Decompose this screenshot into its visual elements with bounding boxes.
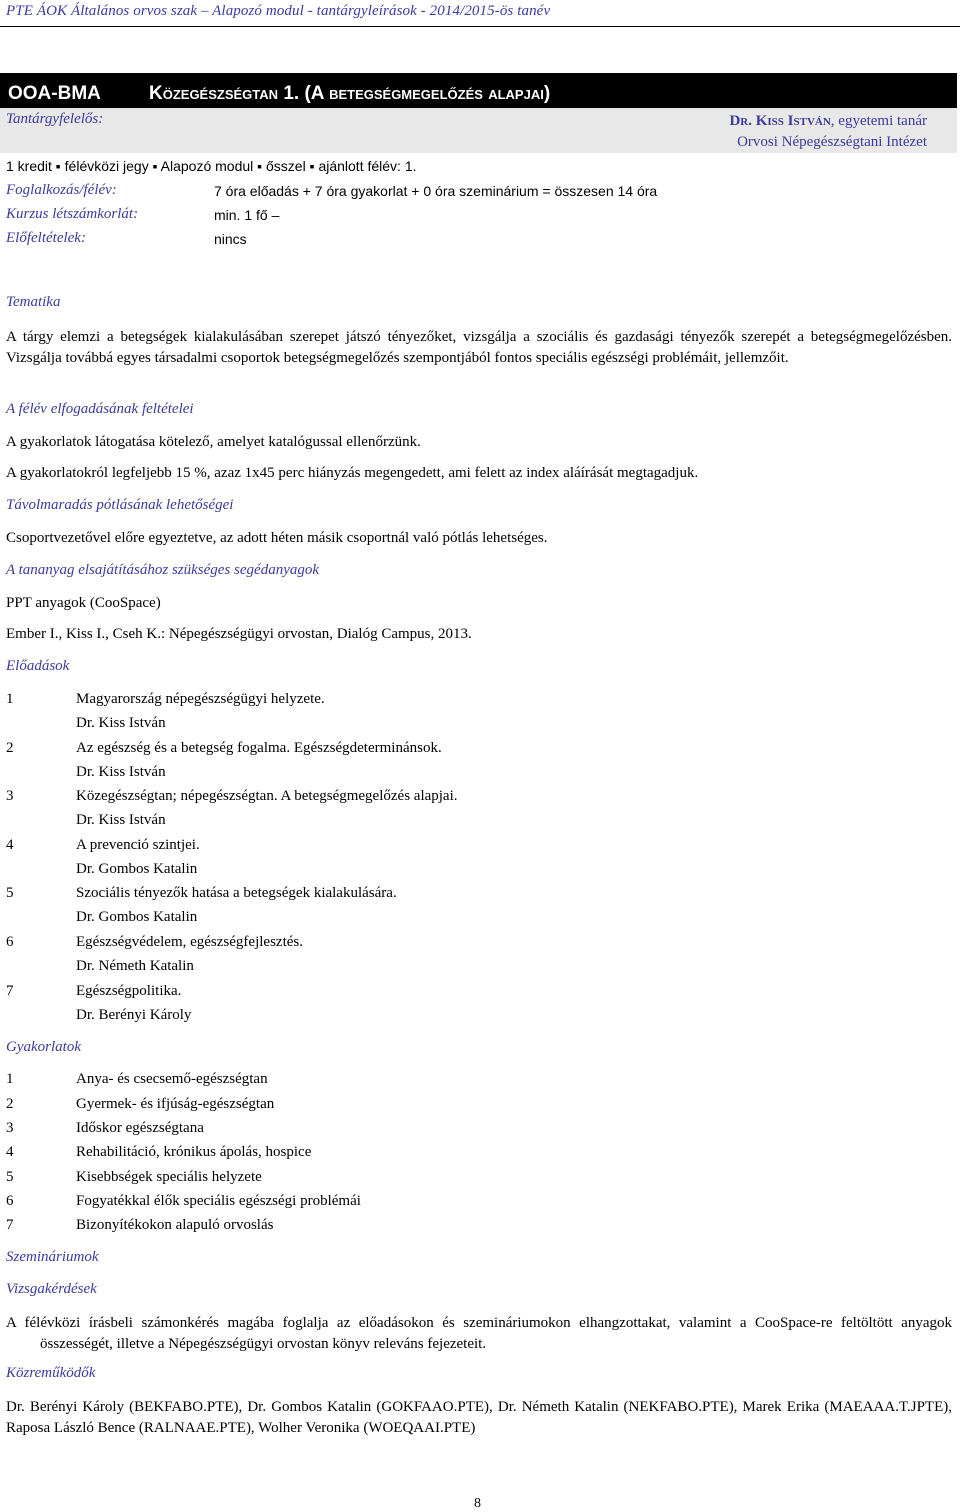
section-heading-tavolmaradas: Távolmaradás pótlásának lehetőségei — [6, 497, 234, 513]
practical-number: 4 — [6, 1144, 14, 1160]
course-summary: 1 kredit ▪ félévközi jegy ▪ Alapozó modul ▪ ősszel ▪ ajánlott félév: 1. — [6, 158, 417, 174]
course-title-bar — [0, 73, 957, 108]
lecture-number: 4 — [6, 837, 14, 853]
lecture-number: 5 — [6, 885, 14, 901]
lecture-lecturer: Dr. Németh Katalin — [76, 958, 194, 974]
practical-number: 2 — [6, 1096, 14, 1112]
section-heading-kozremukodok: Közreműködők — [6, 1365, 96, 1381]
course-title: Közegészségtan 1. (A betegségmegelőzés alapjai) — [149, 83, 551, 104]
section-heading-gyakorlatok: Gyakorlatok — [6, 1039, 81, 1055]
responsible-bar — [0, 108, 957, 153]
running-header: PTE ÁOK Általános orvos szak – Alapozó modul - tantárgyleírások - 2014/2015-ös tanév — [6, 3, 551, 19]
practical-title: Bizonyítékokon alapuló orvoslás — [76, 1217, 274, 1233]
responsible-name: Dr. Kiss István — [729, 113, 831, 129]
felev-text-1: A gyakorlatok látogatása kötelező, amelyet katalógussal ellenőrzünk. — [6, 434, 421, 450]
practical-title: Rehabilitáció, krónikus ápolás, hospice — [76, 1144, 312, 1160]
meta-label-hours: Foglalkozás/félév: — [6, 182, 117, 198]
meta-value-hours: 7 óra előadás + 7 óra gyakorlat + 0 óra szeminárium = összesen 14 óra — [214, 183, 658, 199]
lecture-lecturer: Dr. Kiss István — [76, 715, 166, 731]
kozremukodok-text: Dr. Berényi Károly (BEKFABO.PTE), Dr. Gombos Katalin (GOKFAAO.PTE), Dr. Németh Katalin (NEKFABO.PTE), Marek Erika (MAEAAA.T.JPTE), Raposa László Bence (RALNAAE.PTE), Wolher Veronika (WOEQAAI.PTE) — [6, 1399, 952, 1436]
lecture-number: 7 — [6, 983, 14, 999]
lecture-title: Egészségpolitika. — [76, 983, 182, 999]
lecture-lecturer: Dr. Gombos Katalin — [76, 861, 198, 877]
tavolmaradas-text: Csoportvezetővel előre egyeztetve, az adott héten másik csoportnál való pótlás lehetséges. — [6, 530, 548, 546]
lecture-title: Közegészségtan; népegészségtan. A betegségmegelőzés alapjai. — [76, 788, 458, 804]
practical-number: 3 — [6, 1120, 14, 1136]
meta-value-prereq: nincs — [214, 231, 247, 247]
lecture-title: Egészségvédelem, egészségfejlesztés. — [76, 934, 303, 950]
tematika-text: A tárgy elemzi a betegségek kialakulásában szerepet játszó tényezőket, vizsgálja a szociális és gazdasági tényezők szerepét a betegségmegelőzésben. Vizsgálja továbbá egyes társadalmi csoportok betegségmegelőzés szempontjából fontos speciális egészségi problémáit, jellemzőit. — [6, 329, 952, 366]
course-code: OOA-BMA — [8, 83, 101, 104]
practical-title: Kisebbségek speciális helyzete — [76, 1169, 262, 1185]
meta-label-limit: Kurzus létszámkorlát: — [6, 206, 139, 222]
section-heading-segedanyagok: A tananyag elsajátításához szükséges segédanyagok — [6, 562, 320, 578]
section-heading-tematika: Tematika — [6, 294, 61, 310]
felev-text-2: A gyakorlatokról legfeljebb 15 %, azaz 1x45 perc hiányzás megengedett, ami felett az index aláírását megtagadjuk. — [6, 465, 699, 481]
segedanyag-item-1: PPT anyagok (CooSpace) — [6, 595, 161, 611]
practical-title: Gyermek- és ifjúság-egészségtan — [76, 1096, 275, 1112]
lecture-number: 3 — [6, 788, 14, 804]
practical-title: Fogyatékkal élők speciális egészségi problémái — [76, 1193, 361, 1209]
lecture-lecturer: Dr. Berényi Károly — [76, 1007, 192, 1023]
lecture-title: Az egészség és a betegség fogalma. Egészségdeterminánsok. — [76, 740, 442, 756]
lecture-title: Magyarország népegészségügyi helyzete. — [76, 691, 325, 707]
practical-number: 5 — [6, 1169, 14, 1185]
section-heading-felev: A félév elfogadásának feltételei — [6, 401, 194, 417]
practical-number: 7 — [6, 1217, 14, 1233]
institute: Orvosi Népegészségtani Intézet — [737, 134, 927, 150]
section-heading-szemin: Szemináriumok — [6, 1249, 99, 1265]
lecture-number: 1 — [6, 691, 14, 707]
responsible-info — [729, 111, 927, 153]
lecture-title: Szociális tényezők hatása a betegségek kialakulására. — [76, 885, 397, 901]
section-heading-vizsga: Vizsgakérdések — [6, 1281, 97, 1297]
responsible-title: , egyetemi tanár — [830, 113, 927, 129]
page-number: 8 — [474, 1496, 481, 1511]
lecture-lecturer: Dr. Kiss István — [76, 764, 166, 780]
meta-value-limit: min. 1 fő – — [214, 207, 280, 223]
section-heading-eloadasok: Előadások — [6, 658, 70, 674]
lecture-lecturer: Dr. Kiss István — [76, 812, 166, 828]
meta-label-prereq: Előfeltételek: — [6, 230, 86, 246]
segedanyag-item-2: Ember I., Kiss I., Cseh K.: Népegészségügyi orvostan, Dialóg Campus, 2013. — [6, 626, 472, 642]
practical-number: 6 — [6, 1193, 14, 1209]
responsible-label: Tantárgyfelelős: — [6, 111, 104, 127]
lecture-lecturer: Dr. Gombos Katalin — [76, 909, 198, 925]
lecture-number: 2 — [6, 740, 14, 756]
header-divider — [0, 26, 960, 27]
vizsga-text: A félévközi írásbeli számonkérés magába foglalja az előadásokon és szemináriumokon elhangzottakat, valamint a CooSpace-re feltöltött anyagok összességét, illetve a Népegészségügyi orvostan könyv releváns fejezeteit. — [6, 1315, 952, 1352]
lecture-number: 6 — [6, 934, 14, 950]
practical-title: Időskor egészségtana — [76, 1120, 204, 1136]
lecture-title: A prevenció szintjei. — [76, 837, 200, 853]
practical-title: Anya- és csecsemő-egészségtan — [76, 1071, 268, 1087]
practical-number: 1 — [6, 1071, 14, 1087]
